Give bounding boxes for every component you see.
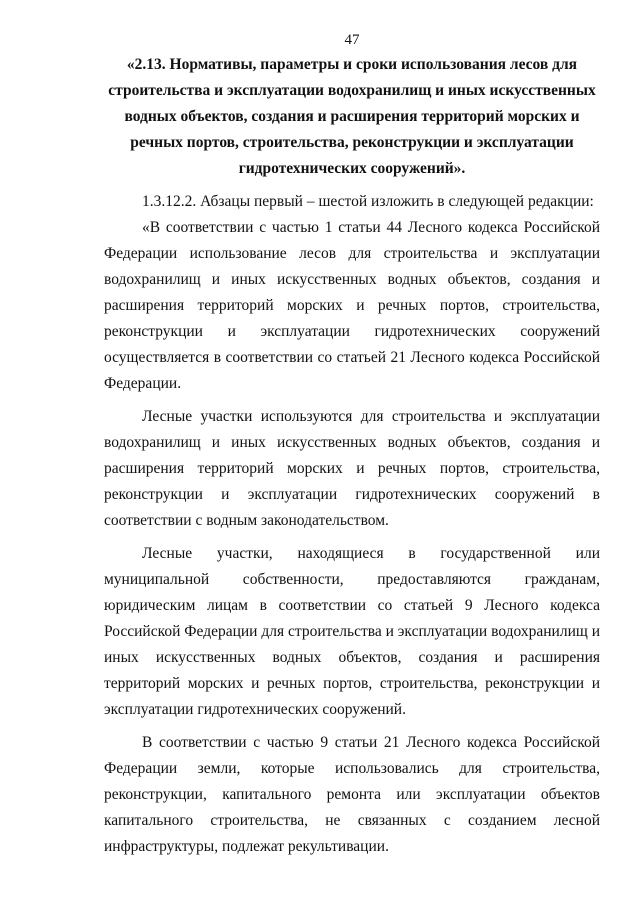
- amendment-intro: 1.3.12.2. Абзацы первый – шестой изложить в следующей редакции:: [142, 193, 594, 210]
- paragraph-3: Лесные участки, находящиеся в государственной или муниципальной собственности, предоставляются гражданам, юридическим лицам в соответствии со статьей 9 Лесного кодекса Российской Федерации для строительства и эксплуатации водохранилищ и иных искусственных водных объектов, создания и расширения территорий морских и речных портов, строительства, реконструкции и эксплуатации гидротехнических сооружений.: [104, 545, 600, 718]
- section-heading: «2.13. Нормативы, параметры и сроки использования лесов для строительства и эксплуатации водохранилищ и иных искусственных водных объектов, создания и расширения территорий морских и речных портов, строительства, реконструкции и эксплуатации гидротехнических сооружений».: [108, 56, 596, 177]
- paragraph-1: «В соответствии с частью 1 статьи 44 Лесного кодекса Российской Федерации использование лесов для строительства и эксплуатации водохранилищ и иных искусственных водных объектов, создания и расширения территорий морских и речных портов, строительства, реконструкции и эксплуатации гидротехнических сооружений осуществляется в соответствии со статьей 21 Лесного кодекса Российской Федерации.: [104, 219, 600, 392]
- page-number: 47: [344, 32, 360, 48]
- paragraph-2: Лесные участки используются для строительства и эксплуатации водохранилищ и иных искусственных водных объектов, создания и расширения территорий морских и речных портов, строительства, реконструкции и эксплуатации гидротехнических сооружений в соответствии с водным законодательством.: [104, 408, 600, 529]
- document-page: [104, 30, 600, 860]
- paragraph-4: В соответствии с частью 9 статьи 21 Лесного кодекса Российской Федерации земли, которые использовались для строительства, реконструкции, капитального ремонта или эксплуатации объектов капитального строительства, не связанных с созданием лесной инфраструктуры, подлежат рекультивации.: [104, 734, 600, 855]
